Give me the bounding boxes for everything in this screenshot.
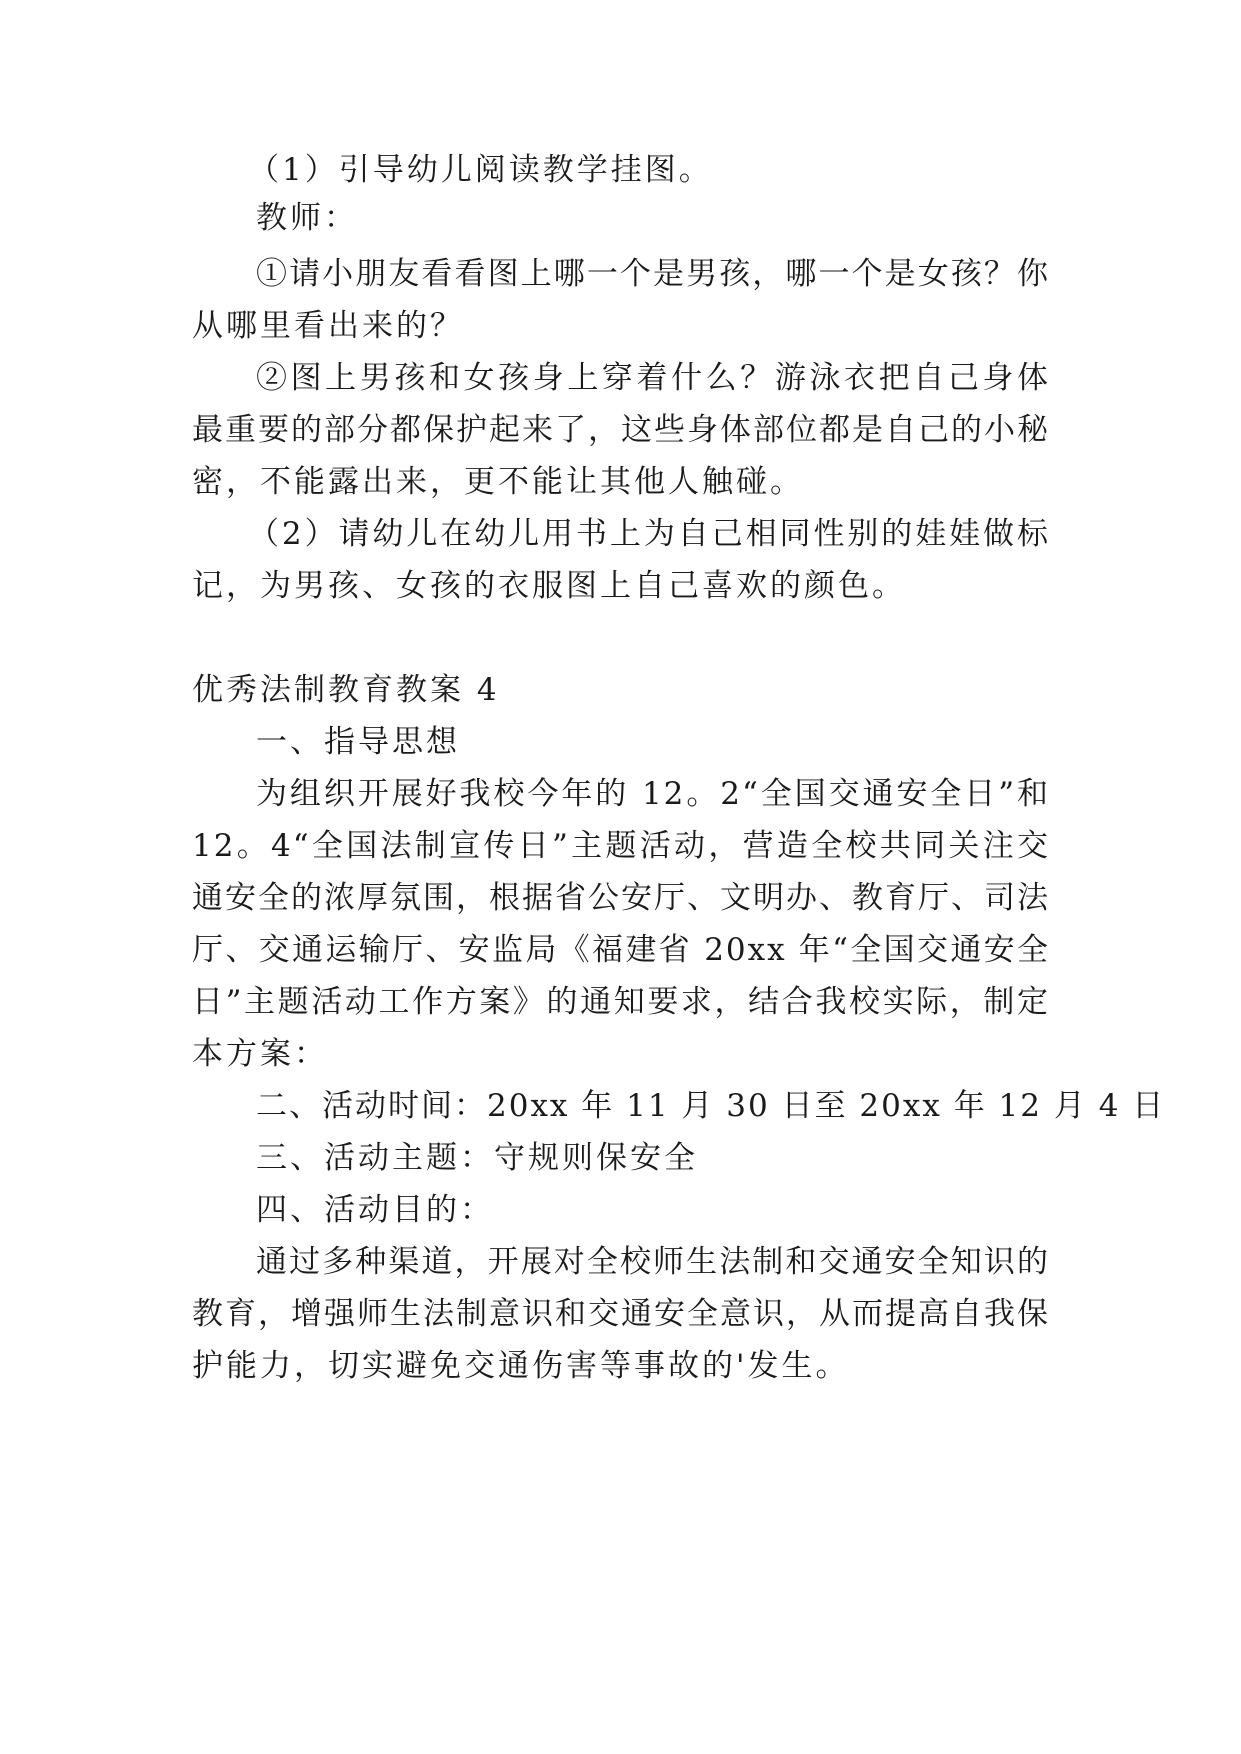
section-heading: 优秀法制教育教案 4 xyxy=(192,672,500,708)
paragraph-line: 一、指导思想 xyxy=(256,724,460,760)
paragraph-line: 厅、交通运输厅、安监局《福建省 20xx 年“全国交通安全 xyxy=(192,932,1050,968)
paragraph-line: ②图上男孩和女孩身上穿着什么？游泳衣把自己身体 xyxy=(256,360,1050,396)
paragraph-line: 教育，增强师生法制意识和交通安全意识，从而提高自我保 xyxy=(192,1296,1050,1332)
paragraph-line: 四、活动目的： xyxy=(256,1192,494,1228)
document-page xyxy=(192,0,1166,1754)
paragraph-line: 通过多种渠道，开展对全校师生法制和交通安全知识的 xyxy=(256,1244,1050,1280)
paragraph-line: （2）请幼儿在幼儿用书上为自己相同性别的娃娃做标 xyxy=(248,516,1050,552)
paragraph-line: 三、活动主题：守规则保安全 xyxy=(256,1140,698,1176)
paragraph-line: 日”主题活动工作方案》的通知要求，结合我校实际，制定 xyxy=(192,984,1050,1020)
paragraph-line: 密，不能露出来，更不能让其他人触碰。 xyxy=(192,464,804,500)
paragraph-line: 二、活动时间：20xx 年 11 月 30 日至 20xx 年 12 月 4 日 xyxy=(256,1088,1166,1124)
paragraph-line: ①请小朋友看看图上哪一个是男孩，哪一个是女孩？你 xyxy=(256,256,1050,292)
paragraph-line: 最重要的部分都保护起来了，这些身体部位都是自己的小秘 xyxy=(192,412,1050,448)
paragraph-line: 为组织开展好我校今年的 12。2“全国交通安全日”和 xyxy=(256,776,1050,812)
paragraph-line: 记，为男孩、女孩的衣服图上自己喜欢的颜色。 xyxy=(192,568,906,604)
paragraph-line: 12。4“全国法制宣传日”主题活动，营造全校共同关注交 xyxy=(192,828,1050,864)
paragraph-line: （1）引导幼儿阅读教学挂图。 xyxy=(248,152,713,188)
paragraph-line: 通安全的浓厚氛围，根据省公安厅、文明办、教育厅、司法 xyxy=(192,880,1050,916)
paragraph-line: 护能力，切实避免交通伤害等事故的'发生。 xyxy=(192,1348,850,1384)
paragraph-line: 本方案： xyxy=(192,1036,328,1072)
paragraph-line: 从哪里看出来的？ xyxy=(192,308,464,344)
paragraph-line: 教师： xyxy=(256,200,358,236)
